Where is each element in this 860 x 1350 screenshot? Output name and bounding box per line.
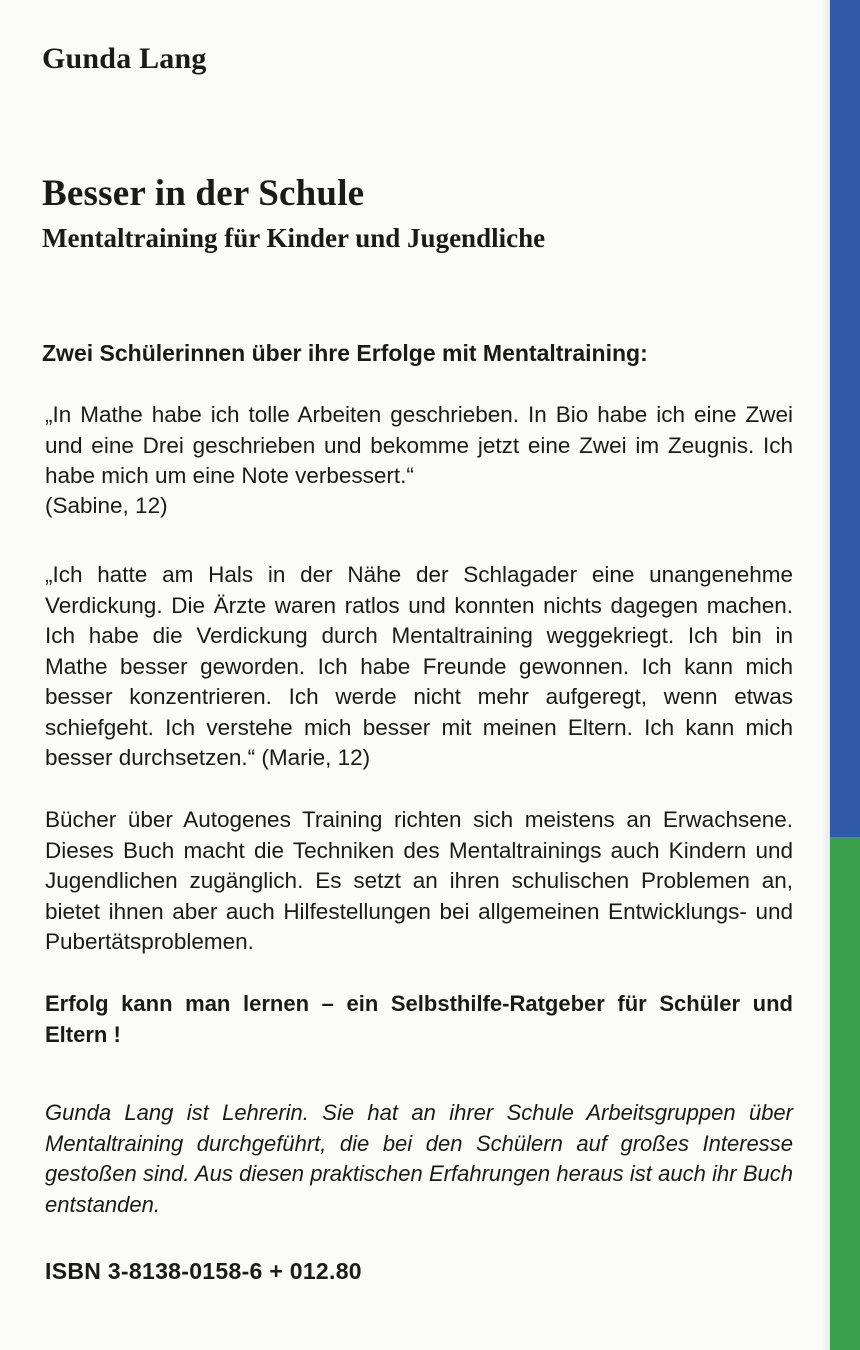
author-name: Gunda Lang	[42, 42, 207, 75]
book-spine-edge	[830, 0, 860, 1350]
testimonial-quote-marie: „Ich hatte am Hals in der Nähe der Schlagader eine unangenehme Verdickung. Die Ärzte waren ratlos und konnten nichts dagegen machen. Ich habe die Verdickung durch Mentaltraining weggekriegt. Ich bin in Mathe besser geworden. Ich habe Freunde gewonnen. Ich kann mich besser konzentrieren. Ich werde nicht mehr aufgeregt, wenn etwas schiefgeht. Ich verstehe mich besser mit meinen Eltern. Ich kann mich besser durchsetzen.“ (Marie, 12)	[45, 562, 793, 770]
book-description: Bücher über Autogenes Training richten sich meistens an Erwachsene. Dieses Buch macht die Techniken des Mentaltrainings auch Kindern und Jugendlichen zugänglich. Es setzt an ihren schulischen Problemen an, bietet ihnen aber auch Hilfestellungen bei allgemeinen Entwicklungs- und Pubertätsproblemen.	[45, 807, 793, 954]
author-bio: Gunda Lang ist Lehrerin. Sie hat an ihrer Schule Arbeitsgruppen über Mentaltraining durchgeführt, die bei den Schülern auf großes Interesse gestoßen sind. Aus diesen praktischen Erfahrungen heraus ist auch ihr Buch entstanden.	[45, 1100, 793, 1217]
spine-shadow	[822, 0, 830, 1350]
testimonial-quote-sabine: „In Mathe habe ich tolle Arbeiten geschrieben. In Bio habe ich eine Zwei und eine Drei geschrieben und bekomme jetzt eine Zwei im Zeugnis. Ich habe mich um eine Note verbessert.“	[45, 402, 793, 488]
testimonials-heading: Zwei Schülerinnen über ihre Erfolge mit Mentaltraining:	[42, 340, 648, 366]
isbn-price: ISBN 3-8138-0158-6 + 012.80	[45, 1258, 362, 1284]
book-title: Besser in der Schule	[42, 173, 365, 214]
book-subtitle: Mentaltraining für Kinder und Jugendliche	[42, 223, 546, 253]
tagline: Erfolg kann man lernen – ein Selbsthilfe-Ratgeber für Schüler und Eltern !	[45, 991, 793, 1047]
testimonial-attribution-sabine: (Sabine, 12)	[45, 493, 168, 518]
